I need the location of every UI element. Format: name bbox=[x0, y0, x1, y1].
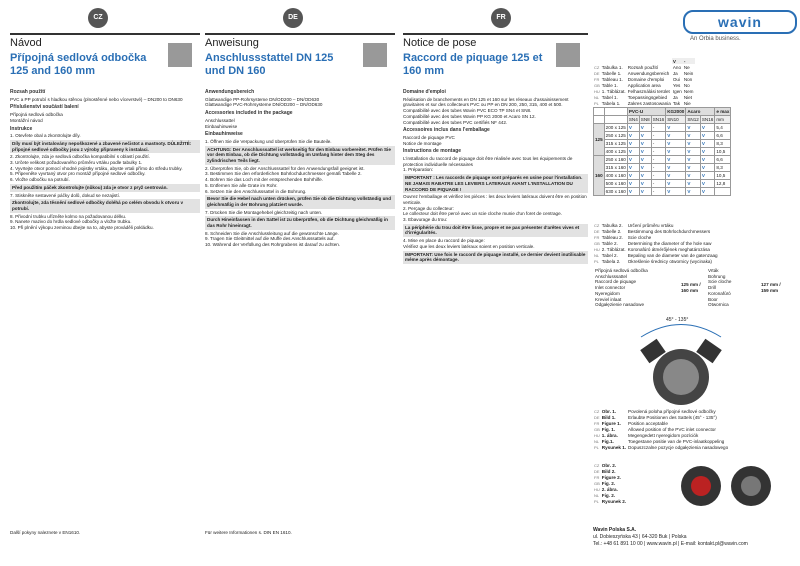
spec-cell: V bbox=[627, 140, 639, 148]
instruction-text: Compatibilité avec des tubes Wavin PVC ECO TP SN4 et SN8. bbox=[403, 108, 532, 114]
spec-cell: 6,6 bbox=[715, 132, 731, 140]
legend-cell: 2. ábra. bbox=[601, 486, 618, 492]
title-rule bbox=[403, 33, 588, 35]
instruction-text: 9. Tragen Sie Gleitmittel auf die Muffe des Anschlusssattels auf. bbox=[205, 236, 335, 242]
instruction-text: L'installation du raccord de piquage doit être réalisée avec tous les équipements de protection individuelle nécessaires bbox=[403, 156, 573, 167]
legend-cell: Toegestane positie van de PVC-inlaatkoppeling bbox=[628, 438, 725, 444]
corner bbox=[594, 108, 605, 116]
spec-cell: V bbox=[700, 188, 715, 196]
table-cell: Tak bbox=[672, 100, 681, 106]
company-name: Wavin Polska S.A. bbox=[593, 527, 637, 533]
flag-code: HU bbox=[594, 486, 600, 492]
instruction-text: Raccord de piquage PVC bbox=[403, 134, 455, 140]
instruction-text: 1. Otevřete obal a zkontrolujte díly. bbox=[10, 133, 81, 139]
section-heading: Einbauhinweise bbox=[205, 131, 243, 138]
warning-box: IMPORTANT : Les raccords de piquage sont préparés en usine pour l'installation. NE JAMAIS RABATRE LES LEVIERS LATERAUX AVANT L'INSTALLATION DU RACCORD DE PIQUAGE ! bbox=[403, 174, 588, 193]
instruction-text: 1. Préparation: bbox=[403, 167, 434, 173]
spec-cell: 12,8 bbox=[715, 180, 731, 188]
instruction-text: Réalisation de branchements en DN 125 et 160 sur les réseaux d'assainissement gravitaires et sur des collecteurs PVC ou PP en DN 200, 250, 315, 400 et 500. bbox=[403, 96, 569, 108]
legend-cell: Figure 1. bbox=[601, 420, 621, 426]
spec-cell: V bbox=[627, 164, 639, 172]
legend-cell: Table 2. bbox=[601, 240, 618, 246]
instruction-text: Compatibilité avec des tubes Wavin PP KG 2000 et Acaro SN 12. bbox=[403, 113, 536, 119]
sub-head: SN16 bbox=[701, 117, 714, 122]
legend-cell: Określenie średnicy otwornicy (wycinaka) bbox=[627, 258, 712, 264]
table-cell: Nem bbox=[683, 88, 694, 94]
spec-cell: 8,3 bbox=[715, 140, 731, 148]
fig2-illustration bbox=[671, 458, 781, 513]
spec-cell: - bbox=[651, 172, 666, 180]
spec-cell: V bbox=[627, 132, 639, 140]
sub-head: SN16 bbox=[652, 117, 665, 122]
instruction-text: PVC a PP potrubí s hladkou stěnou (plnostěnné nebo vícevrstvé) – DN200 to DN630 bbox=[10, 96, 183, 102]
table-cell: No bbox=[683, 82, 690, 88]
spec-cell: V bbox=[700, 148, 715, 156]
spec-table bbox=[593, 107, 731, 196]
flag-code: NL bbox=[594, 492, 600, 498]
instruction-text: 5. Entfernen Sie alle Grate im Rohr. bbox=[205, 182, 278, 188]
group-head: PVC-U bbox=[627, 108, 665, 116]
table-cell: Rozsah použití bbox=[627, 64, 659, 70]
instruction-text: Glattwandige PP-Rohrsysteme DN/OD200 – DN/OD630 bbox=[205, 96, 320, 102]
spec-cell: V bbox=[639, 188, 651, 196]
title-rule bbox=[10, 33, 200, 35]
spec-cell: V bbox=[666, 140, 686, 148]
language-badge: CZ bbox=[88, 8, 108, 28]
instruction-text: 4. Vyvrtejte otvor pomocí vhodné pojistky vrtáku, abyste vrtali přímo do středu trubky. bbox=[10, 165, 183, 171]
flag-code: NL bbox=[594, 252, 600, 258]
spec-cell: V bbox=[639, 140, 651, 148]
instruction-text: Anschlussattel bbox=[205, 117, 235, 123]
fig1-legend bbox=[593, 408, 729, 450]
table-cell: Tabulka 1. bbox=[601, 64, 623, 70]
instruction-text: 3. Bestimmen Sie den erforderlichen Bohrlochdurchmesser gemäß Tabelle 2. bbox=[205, 171, 362, 177]
sub-head: SN8 bbox=[640, 117, 650, 122]
table-cell: Tabel 1. bbox=[601, 94, 618, 100]
warning-box: ACHTUNG: Der Anschlusssattel ist werkseitig für den Einbau vorbereitet. Prüfen Sie vor dem Einbau, ob die Dichtung vollständig im Umfang hinter dem Steg des zylindrischen Teils liegt. bbox=[205, 146, 395, 165]
table-cell: Ja bbox=[672, 94, 678, 100]
spec-cell: V bbox=[700, 132, 715, 140]
legend-cell: Tabelle 2. bbox=[601, 228, 622, 234]
flag-code: DE bbox=[594, 468, 600, 474]
spec-cell: V bbox=[666, 172, 686, 180]
angle-label: 45° - 135° bbox=[666, 317, 689, 323]
flag-code: GB bbox=[594, 426, 600, 432]
legend-cell: Figure 2. bbox=[601, 474, 621, 480]
spec-cell: 10,5 bbox=[715, 148, 731, 156]
spec-cell: V bbox=[686, 148, 701, 156]
instruction-text: 8. Přivodní trubku uřízněte kolmo na požadovanou délku. bbox=[10, 213, 127, 219]
warning-box: IMPORTANT: Une fois le raccord de piquage installé, ce dernier devient inutilisable même après démontage. bbox=[403, 251, 588, 264]
sub-head: SN4 bbox=[628, 117, 638, 122]
fig1-illustration bbox=[621, 317, 741, 407]
section-heading: Instrukce bbox=[10, 125, 33, 132]
spec-cell: V bbox=[700, 180, 715, 188]
table-cell: Toepassingsgebied bbox=[627, 94, 668, 100]
flag-code: GB bbox=[594, 480, 600, 486]
table-cell: Zakres zastosowania bbox=[627, 100, 671, 106]
legend-cell: Tableau 2. bbox=[601, 234, 623, 240]
legend-cell: Koronafúró átmérőjének meghatározása bbox=[627, 246, 710, 252]
page-title: Návod bbox=[10, 37, 42, 49]
warning-box: Zkontrolujte, zda těsnění sedlové odbočky doléhá po celém obvodu k otvoru v potrubí. bbox=[10, 199, 200, 212]
spec-cell: V bbox=[639, 180, 651, 188]
footer-note: Další pokyny naleznete v EN1610. bbox=[10, 530, 81, 535]
section-heading: Instructions de montage bbox=[403, 148, 462, 155]
flag-code: GB bbox=[594, 240, 600, 246]
product-title: Raccord de piquage 125 et 160 mm bbox=[403, 52, 543, 77]
flag-code: CZ bbox=[594, 408, 600, 414]
spec-cell: V bbox=[627, 124, 639, 132]
table-cell: Felhasználási terület bbox=[627, 88, 670, 94]
legend-cell: Tabel 2. bbox=[601, 252, 618, 258]
group-head: Acaro bbox=[686, 108, 715, 116]
flag-code: HU bbox=[594, 88, 600, 94]
footer-note: Für weitere Informationen s. DIN EN 1610. bbox=[205, 530, 292, 535]
table-cell: Non bbox=[683, 76, 693, 82]
instruction-text: Compatibilité avec des tubes PVC certifiés NF 442. bbox=[403, 119, 508, 125]
spec-cell: V bbox=[666, 188, 686, 196]
spec-cell: - bbox=[651, 140, 666, 148]
instruction-text: 10. Während der Verfüllung des Rohrgrabens ist darauf zu achten. bbox=[205, 242, 341, 248]
table-cell: Tabela 1. bbox=[601, 100, 621, 106]
table-cell: Anwendungsbereich bbox=[627, 70, 670, 76]
instruction-text: 3. Ebavurage du trou: bbox=[403, 217, 448, 223]
spec-cell: V bbox=[666, 124, 686, 132]
language-badge: FR bbox=[491, 8, 511, 28]
flag-code: CZ bbox=[594, 64, 600, 70]
instruction-text: 6. Vložte odbočku na potrubí. bbox=[10, 177, 70, 183]
spec-cell: 400 x 125 bbox=[605, 149, 626, 154]
sub-head: SN10 bbox=[666, 116, 686, 124]
spec-cell: V bbox=[627, 148, 639, 156]
drill-name: Koronafúró bbox=[708, 290, 731, 296]
section-heading: Accessoires inclus dans l'emballage bbox=[403, 127, 490, 134]
inlet-name: Přípojná sedlová odbočka bbox=[595, 268, 648, 273]
legend-cell: Bestimmung des Bohrlochdurchmessers bbox=[627, 228, 711, 234]
instruction-text: 5. Připevněte vyvrtaný otvor pro montáž přípojné sedlové odbočky. bbox=[10, 171, 146, 177]
table-cell: Domaine d'emploi bbox=[627, 76, 665, 82]
legend-cell: Megengedett nyeregidom pozíciók bbox=[628, 432, 699, 438]
spec-cell: 200 x 125 bbox=[605, 125, 626, 130]
flag-code: PL bbox=[594, 258, 599, 264]
spec-cell: V bbox=[700, 172, 715, 180]
spec-cell: 250 x 125 bbox=[605, 133, 626, 138]
flag-code: CZ bbox=[594, 462, 600, 468]
legend-cell: Dopuszczalne pozycje odgałęzienia nasadowego bbox=[628, 444, 729, 450]
table-cell: Ja bbox=[672, 70, 678, 76]
spec-cell: V bbox=[666, 164, 686, 172]
spec-cell: V bbox=[666, 180, 686, 188]
language-table bbox=[593, 58, 695, 106]
table-cell: Application area bbox=[627, 82, 661, 88]
instruction-text: 2. Perçage du collecteur: bbox=[403, 205, 454, 211]
inlet-name: Odgałęzienie nasadowe bbox=[595, 302, 645, 308]
instruction-text: 9. Nanete mazivo do hrdla sedlové odbočky a vložte trubku. bbox=[10, 219, 132, 225]
flag-code: DE bbox=[594, 414, 600, 420]
inlet-name: Raccord de piquage bbox=[595, 279, 637, 285]
legend-cell: Rysunek 2. bbox=[601, 498, 627, 504]
wavin-logo: wavin bbox=[683, 10, 797, 34]
instruction-text: Glattwandige PVC-Rohrsysteme DN/OD200 – DN/OD630 bbox=[205, 102, 323, 108]
table2-legend bbox=[593, 222, 719, 264]
product-image-placeholder bbox=[556, 43, 580, 67]
dn-label: 125 bbox=[594, 124, 605, 156]
inlet-name: Inlet connector bbox=[595, 285, 626, 291]
product-image-placeholder bbox=[168, 43, 192, 67]
legend-cell: Erlaubte Positionen des Sattels (45° - 135°) bbox=[628, 414, 717, 420]
spec-cell: 500 x 160 bbox=[605, 181, 626, 186]
page-title: Notice de pose bbox=[403, 37, 477, 49]
spec-cell: V bbox=[666, 148, 686, 156]
spec-cell: V bbox=[627, 188, 639, 196]
table-cell: Ano bbox=[672, 64, 682, 70]
inlet-size-2: 160 mm bbox=[681, 287, 699, 293]
legend-cell: 2. Táblázat. bbox=[601, 246, 626, 252]
instruction-text: 2. Überprüfen Sie, ob der Anschlusssattel für den Anwendungsfall geeignet ist. bbox=[205, 165, 365, 171]
legend-cell: 1. ábra. bbox=[601, 432, 618, 438]
instruction-text: 10. Při plnění výkopu zeminou dbejte na to, abyste prováděli pokládku. bbox=[10, 225, 154, 231]
column-cz bbox=[10, 0, 200, 566]
spec-cell: 315 x 160 bbox=[605, 165, 626, 170]
section-heading: Rozsah použití bbox=[10, 89, 46, 95]
spec-cell: V bbox=[666, 132, 686, 140]
spec-cell: V bbox=[627, 172, 639, 180]
flag-code: HU bbox=[594, 246, 600, 252]
group-head: e max bbox=[716, 109, 730, 114]
section-heading: Domaine d'emploi bbox=[403, 89, 446, 95]
spec-cell: - bbox=[651, 148, 666, 156]
inlet-name: Anschlusssattel bbox=[595, 273, 627, 279]
drill-name: Drill bbox=[708, 285, 716, 291]
dn-label: 160 bbox=[594, 156, 605, 196]
drill-name: Scie cloche bbox=[708, 279, 732, 285]
warning-box: Díly musí být instalovány nepoškozené a zbavené nečistot a mastnoty. DŮLEŽITÉ: přípojné sedlové odbočky jsou z výroby připraveny k instalaci. bbox=[10, 140, 200, 153]
table-cell: Tableau 1. bbox=[601, 76, 623, 82]
instruction-text: 8. Schneiden Sie die Anschlussleitung auf die gewünschte Länge. bbox=[205, 230, 339, 236]
table-cell: Nie bbox=[683, 100, 691, 106]
spec-cell: - bbox=[651, 124, 666, 132]
instructions-body bbox=[10, 87, 200, 231]
spec-cell: V bbox=[686, 188, 701, 196]
legend-cell: Rysunek 1. bbox=[601, 444, 627, 450]
instruction-text: 7. Drücken Sie die Montagehebel gleichzeitig nach unten. bbox=[205, 209, 323, 215]
table-cell: Niet bbox=[683, 94, 692, 100]
flag-code: CZ bbox=[594, 222, 600, 228]
product-title: Přípojná sedlová odbočka 125 and 160 mm bbox=[10, 52, 147, 77]
spec-cell: V bbox=[639, 156, 651, 164]
warning-box: Před použitím páček zkontrolujte (nůkou) zda je otvor z pryž centrován. bbox=[10, 184, 200, 192]
legend-cell: Tabulka 2. bbox=[601, 222, 623, 228]
spec-cell: V bbox=[700, 164, 715, 172]
spec-cell: V bbox=[686, 140, 701, 148]
instruction-text: Přípojná sedlová odbočka bbox=[10, 112, 63, 118]
drill-name: Otwornica bbox=[708, 302, 729, 308]
instruction-text: 2. Zkontrolujte, zda je sedlová odbočka kompatibilní s oblastí použití. bbox=[10, 154, 150, 160]
sub-head: SN12 bbox=[687, 117, 699, 122]
spec-cell: - bbox=[651, 164, 666, 172]
instruction-text: 1. Öffnen Sie die Verpackung und überprüfen Sie die Bauteile. bbox=[205, 138, 332, 144]
spec-cell: V bbox=[639, 164, 651, 172]
instruction-text: Montážní návod bbox=[10, 117, 43, 123]
spec-cell: V bbox=[639, 172, 651, 180]
spec-cell: V bbox=[686, 132, 701, 140]
column-tables bbox=[593, 0, 793, 566]
tagline: An Orbia business. bbox=[690, 36, 741, 42]
drill-name: Bohrung bbox=[708, 273, 726, 279]
flag-code: DE bbox=[594, 228, 600, 234]
spec-cell: V bbox=[686, 172, 701, 180]
instruction-text: Ouvrez l'emballage et vérifiez les pièces : les deux leviers latéraux doivent être en position verticale. bbox=[403, 194, 587, 205]
sub-head: mm bbox=[715, 116, 731, 124]
inlet-size-1: 125 mm / bbox=[681, 282, 701, 287]
flag-code: HU bbox=[594, 432, 600, 438]
company-address: ul. Dobieszyńska 43 | 64-320 Buk | Polska bbox=[593, 534, 687, 540]
instruction-text: 4. Mise en place du raccord de piquage: bbox=[403, 238, 485, 244]
section-heading: Příslušenství součástí balení bbox=[10, 104, 79, 111]
spec-cell: V bbox=[700, 124, 715, 132]
spec-cell: V bbox=[627, 180, 639, 188]
spec-cell: 6,6 bbox=[715, 156, 731, 164]
legend-cell: Určení průměru vrtáku bbox=[627, 222, 674, 228]
group-head: KG2000 bbox=[667, 109, 685, 114]
column-de bbox=[205, 0, 395, 566]
legend-cell: Scie cloche bbox=[627, 234, 652, 240]
drill-size-2: 159 mm bbox=[761, 287, 779, 293]
table-cell: Oui bbox=[672, 76, 681, 82]
flag-code: FR bbox=[594, 474, 600, 480]
flag-code: GB bbox=[594, 82, 600, 88]
legend-cell: Fig. 2. bbox=[601, 480, 616, 486]
flag-code: PL bbox=[594, 498, 599, 504]
spec-cell: V bbox=[700, 156, 715, 164]
spec-cell: V bbox=[627, 156, 639, 164]
legend-cell: Allowed position of the PVC inlet connector bbox=[628, 426, 716, 432]
column-fr bbox=[403, 0, 588, 566]
flag-code: FR bbox=[594, 420, 600, 426]
drill-name: Vrták bbox=[708, 268, 719, 273]
fig2-legend bbox=[593, 462, 627, 504]
instruction-text: Einbauhinweise bbox=[205, 123, 238, 129]
spec-cell: V bbox=[700, 140, 715, 148]
legend-cell: Bepaling van de diameter van de gatenzaag bbox=[627, 252, 718, 258]
spec-cell: 10,5 bbox=[715, 172, 731, 180]
table-cell: Nein bbox=[683, 70, 694, 76]
spec-cell: V bbox=[639, 124, 651, 132]
table-cell: Ne bbox=[683, 64, 690, 70]
spec-cell: V bbox=[686, 156, 701, 164]
legend-cell: Obr. 2. bbox=[601, 462, 617, 468]
legend-cell: Fig.1. bbox=[601, 438, 614, 444]
instruction-text: 4. Bohren Sie das Loch mit der entsprechenden Bohrhilfe. bbox=[205, 177, 323, 183]
spec-cell: V bbox=[686, 180, 701, 188]
instructions-body bbox=[205, 87, 395, 248]
legend-cell: Fig. 2. bbox=[601, 492, 616, 498]
instruction-text: 3. Určete velikost požadovaného průměru vrtáku podle tabulky 1. bbox=[10, 160, 143, 166]
instruction-text: 7. Stiskněte sestavené páčky dolů, dokud se nezajistí. bbox=[10, 192, 121, 198]
company-phone: Tel.: +48 61 891 10 00 | www.wavin.pl | E-mail: kontakt.pl@wavin.com bbox=[593, 541, 748, 547]
spec-cell: 630 x 160 bbox=[605, 189, 626, 194]
warning-box: La périphérie du trou doit être lisse, propre et ne pas présenter d'arêtes vives et d'irrégularités. bbox=[403, 224, 588, 237]
flag-code: NL bbox=[594, 438, 600, 444]
legend-cell: Position acceptable bbox=[628, 420, 668, 426]
inlet-name: Nyeregidom bbox=[595, 290, 620, 296]
product-image-placeholder bbox=[363, 43, 387, 67]
instruction-text: Le collecteur doit être percé avec un scie cloche munie d'un foret de centrage. bbox=[403, 211, 562, 217]
warning-box: Bevor Sie die Hebel nach unten drücken, prüfen Sie ob die Dichtung vollständig und gleichmäßig in der Bohrung platziert wurde. bbox=[205, 195, 395, 208]
table-cell: Tabelle 1. bbox=[601, 70, 622, 76]
legend-cell: Fig. 1. bbox=[601, 426, 616, 432]
language-badge: DE bbox=[283, 8, 303, 28]
page-title: Anweisung bbox=[205, 37, 259, 49]
title-rule bbox=[205, 33, 395, 35]
flag-code: DE bbox=[594, 70, 600, 76]
spec-cell: V bbox=[686, 164, 701, 172]
table-head: - bbox=[683, 58, 695, 64]
spec-cell: 400 x 160 bbox=[605, 173, 626, 178]
legend-cell: Determining the diameter of the hole saw bbox=[627, 240, 712, 246]
flag-code: FR bbox=[594, 76, 600, 82]
flag-code: PL bbox=[594, 444, 599, 450]
spec-cell bbox=[715, 188, 731, 196]
corner bbox=[604, 108, 627, 116]
spec-cell: V bbox=[666, 156, 686, 164]
drill-size-1: 127 mm / bbox=[761, 282, 781, 287]
table-cell: Igen bbox=[672, 88, 682, 94]
legend-cell: Bild 2. bbox=[601, 468, 616, 474]
instructions-body bbox=[403, 87, 588, 265]
instruction-text: Vérifiez que les deux leviers latéraux soient en position verticale. bbox=[403, 243, 535, 249]
inlet-name: Kreviel inlaat bbox=[595, 296, 622, 302]
spec-cell: V bbox=[639, 148, 651, 156]
spec-cell: 8,3 bbox=[715, 164, 731, 172]
spec-cell: 5,4 bbox=[715, 124, 731, 132]
section-heading: Accessories included in the package bbox=[205, 110, 293, 117]
legend-cell: Povolená poloha přípojné sedlové odbočky bbox=[628, 408, 716, 414]
section-heading: Anwendungsbereich bbox=[205, 89, 255, 95]
spec-cell: - bbox=[651, 180, 666, 188]
instruction-text: 6. Setzen Sie den Anschlusssattel in die Bohrung. bbox=[205, 188, 307, 194]
spec-cell: 315 x 125 bbox=[605, 141, 626, 146]
spec-cell: 250 x 160 bbox=[605, 157, 626, 162]
drill-name: Boor bbox=[708, 296, 718, 302]
spec-cell: - bbox=[651, 188, 666, 196]
legend-cell: Obr. 1. bbox=[601, 408, 617, 414]
spec-cell: - bbox=[651, 132, 666, 140]
table-cell: 1. Táblázat. bbox=[601, 88, 626, 94]
table-cell: Table 1. bbox=[601, 82, 618, 88]
legend-cell: Bild 1. bbox=[601, 414, 616, 420]
corner bbox=[604, 116, 627, 124]
spec-cell: - bbox=[651, 156, 666, 164]
flag-code: PL bbox=[594, 100, 599, 106]
table-head: V bbox=[672, 58, 683, 64]
table-cell: Yes bbox=[672, 82, 681, 88]
warning-box: Durch Hineinfassen in den Sattel ist zu überprüfen, ob die Dichtung gleichmäßig in das Rohr hineinragt. bbox=[205, 216, 395, 229]
legend-cell: Tabela 2. bbox=[601, 258, 621, 264]
corner bbox=[594, 116, 605, 124]
product-title: Anschlussstattel DN 125 und DN 160 bbox=[205, 52, 334, 77]
spec-cell: V bbox=[639, 132, 651, 140]
instruction-text: Notice de montage bbox=[403, 140, 442, 146]
flag-code: NL bbox=[594, 94, 600, 100]
flag-code: FR bbox=[594, 234, 600, 240]
spec-cell: V bbox=[686, 124, 701, 132]
contact-block bbox=[593, 527, 748, 548]
